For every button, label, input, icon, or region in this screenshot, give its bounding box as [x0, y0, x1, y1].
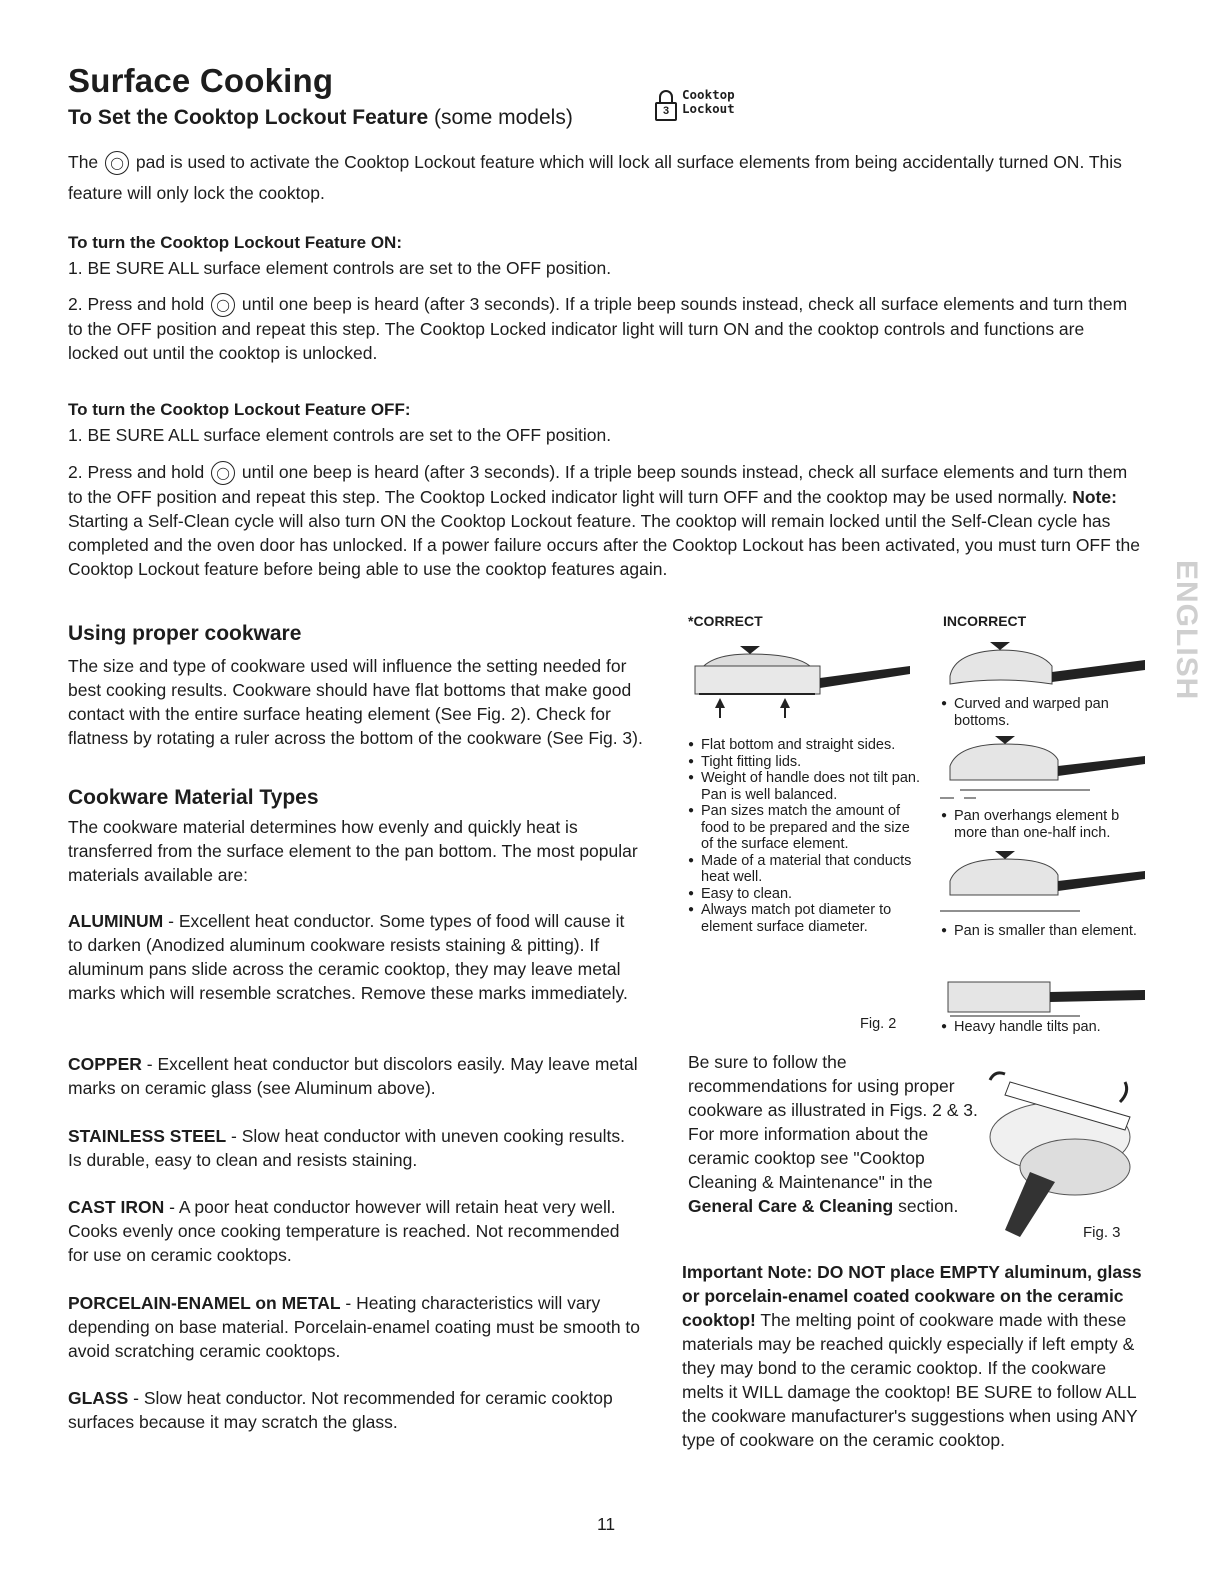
incorrect-item: ● Heavy handle tilts pan.: [941, 1019, 1156, 1036]
lock-off-step2-mid: until one beep is heard (after 3 seconds). If a triple beep sounds instead, check all surface elements and turn them to the OFF position and repeat this step. The Cooktop Locked indicator light will turn OFF and the cooktop may be used normally.: [68, 462, 1128, 508]
subtitle-rest: (some models): [428, 106, 573, 129]
correct-item: ● Weight of handle does not tilt pan. Pan is well balanced.: [688, 770, 923, 803]
material-name: ALUMINUM: [68, 911, 164, 931]
correct-item: ● Tight fitting lids.: [688, 754, 923, 771]
intro-pre: The: [68, 152, 104, 172]
intro-text: [68, 147, 1148, 209]
important-text: The melting point of cookware made with these materials may be reached quickly especially if left empty & they may bond to the ceramic cooktop. If the cookware melts it WILL damage the cooktop! BE SURE to follow ALL the cookware manufacturer's suggestions when using ANY type of cookware on the ceramic cooktop.: [682, 1310, 1138, 1450]
correct-item: ● Always match pot diameter to element surface diameter.: [688, 902, 923, 935]
ruler-check-illustration: [980, 1062, 1150, 1247]
section-subtitle: [68, 106, 573, 130]
lockout-label-1: Cooktop: [682, 87, 735, 102]
lock-off-step2: [68, 460, 1143, 581]
small-pan-illustration: [940, 845, 1155, 920]
incorrect-item-handle: [941, 1019, 1156, 1036]
note-label: Note:: [1072, 487, 1117, 508]
important-note: [682, 1260, 1152, 1452]
incorrect-item: ● Pan overhangs element b more than one-half inch.: [941, 808, 1156, 841]
lightbulb-key-icon: ◯: [211, 293, 235, 317]
material-desc: - Slow heat conductor. Not recommended for ceramic cooktop surfaces because it may scratch the glass.: [68, 1388, 613, 1432]
correct-item: ● Made of a material that conducts heat well.: [688, 853, 923, 886]
proper-cookware-text: The size and type of cookware used will influence the setting needed for best cooking results. Cookware should have flat bottoms that make good contact with the entire surface heating element (See Fig. 2). Check for flatness by rotating a ruler across the bottom of the cookware (See Fig. 3).: [68, 656, 643, 748]
material-name: COPPER: [68, 1054, 142, 1074]
language-side-tab: [1163, 560, 1207, 701]
fig3-text-post: section.: [893, 1196, 959, 1216]
warped-pan-illustration: [940, 636, 1155, 696]
material-name: GLASS: [68, 1388, 129, 1408]
material-desc: - Excellent heat conductor but discolors easily. May leave metal marks on ceramic glass (see Aluminum above).: [68, 1054, 638, 1098]
lockout-label: [682, 88, 735, 116]
page-title: Surface Cooking: [68, 62, 334, 99]
lock-on-step2: [68, 292, 1138, 365]
lockout-label-2: Lockout: [682, 101, 735, 116]
material-porcelain: [68, 1291, 643, 1363]
material-cast-iron: [68, 1195, 643, 1267]
fig3-text-pre: Be sure to follow the recommendations for using proper cookware as illustrated in Figs. 2 & 3. For more information about the ceramic cooktop see "Cooktop Cleaning & Maintenance" in the: [688, 1052, 978, 1192]
heavy-handle-pan-illustration: [940, 972, 1155, 1020]
lock-body: 3: [655, 102, 677, 121]
intro-post: pad is used to activate the Cooktop Lockout feature which will lock all surface elements from being accidentally turned ON. This feature will only lock the cooktop.: [68, 152, 1122, 203]
lock-off-step2-pre: 2. Press and hold: [68, 462, 210, 482]
material-glass: [68, 1386, 643, 1434]
correct-item: ● Flat bottom and straight sides.: [688, 737, 923, 754]
proper-cookware-heading: Using proper cookware: [68, 622, 302, 645]
fig3-text-bold: General Care & Cleaning: [688, 1196, 894, 1216]
material-copper: [68, 1052, 643, 1100]
incorrect-item-warped: [941, 696, 1156, 729]
lock-off-heading: To turn the Cooktop Lockout Feature OFF:: [68, 400, 411, 419]
lock-on-step2-post: until one beep is heard (after 3 seconds). If a triple beep sounds instead, check all surface elements and turn them to the OFF position and repeat this step. The Cooktop Locked indicator light will turn ON and the cooktop controls and functions are locked out until the cooktop is unlocked.: [68, 294, 1128, 364]
incorrect-header: INCORRECT: [943, 613, 1027, 629]
lock-on-step1: 1. BE SURE ALL surface element controls are set to the OFF position.: [68, 258, 612, 278]
material-name: STAINLESS STEEL: [68, 1126, 227, 1146]
fig2-label: Fig. 2: [860, 1016, 897, 1032]
materials-heading: Cookware Material Types: [68, 786, 319, 809]
lock-off-step1: 1. BE SURE ALL surface element controls are set to the OFF position.: [68, 425, 612, 445]
material-desc: - Heating characteristics will vary depending on base material. Porcelain-enamel coating must be smooth to avoid scratching ceramic cooktops.: [68, 1293, 641, 1361]
incorrect-item: ● Curved and warped pan bottoms.: [941, 696, 1156, 729]
side-tab-label: ENGLISH: [1170, 560, 1203, 701]
material-name: PORCELAIN-ENAMEL on METAL: [68, 1293, 341, 1313]
important-bold: Important Note: DO NOT place EMPTY aluminum, glass or porcelain-enamel coated cookware on the ceramic cooktop!: [682, 1262, 1142, 1330]
incorrect-item-small: [941, 923, 1156, 940]
page-number: 11: [597, 1514, 616, 1534]
material-desc: - Excellent heat conductor. Some types of food will cause it to darken (Anodized aluminum cookware resists staining & pitting). If aluminum pans slide across the ceramic cooktop, they may leave metal marks which will resemble scratches. Remove these marks immediately.: [68, 911, 628, 1003]
material-desc: - A poor heat conductor however will retain heat very well. Cooks evenly once cooking temperature is reached. Not recommended for use on ceramic cooktops.: [68, 1197, 620, 1265]
correct-header: *CORRECT: [688, 613, 763, 629]
material-stainless: [68, 1124, 643, 1172]
material-aluminum: [68, 909, 643, 1005]
lock-off-step2-post: Starting a Self-Clean cycle will also turn ON the Cooktop Lockout feature. The cooktop will remain locked until the Self-Clean cycle has completed and the oven door has unlocked. If a power failure occurs after the Cooktop Lockout has been activated, you must turn OFF the Cooktop Lockout feature before being able to use the cooktop features again.: [68, 511, 1141, 580]
correct-item: ● Easy to clean.: [688, 886, 923, 903]
cooktop-lockout-key: [650, 84, 760, 124]
correct-pan-illustration: [685, 636, 920, 726]
subtitle-bold: To Set the Cooktop Lockout Feature: [68, 106, 429, 129]
fig3-label: Fig. 3: [1083, 1224, 1121, 1241]
incorrect-item: ● Pan is smaller than element.: [941, 923, 1156, 940]
correct-list: [688, 737, 923, 935]
materials-text: The cookware material determines how evenly and quickly heat is transferred from the surface element to the pan bottom. The most popular materials available are:: [68, 817, 638, 885]
lightbulb-key-icon: ◯: [211, 461, 235, 485]
material-name: CAST IRON: [68, 1197, 165, 1217]
lock-on-step2-pre: 2. Press and hold: [68, 294, 210, 314]
fig3-text: [688, 1050, 986, 1218]
overhang-pan-illustration: [940, 730, 1155, 810]
correct-item: ● Pan sizes match the amount of food to be prepared and the size of the surface element.: [688, 803, 923, 853]
incorrect-item-overhang: [941, 808, 1156, 841]
material-desc: - Slow heat conductor with uneven cooking results. Is durable, easy to clean and resists staining.: [68, 1126, 625, 1170]
lock-on-heading: To turn the Cooktop Lockout Feature ON:: [68, 233, 402, 252]
lightbulb-key-icon: ◯: [105, 151, 129, 175]
